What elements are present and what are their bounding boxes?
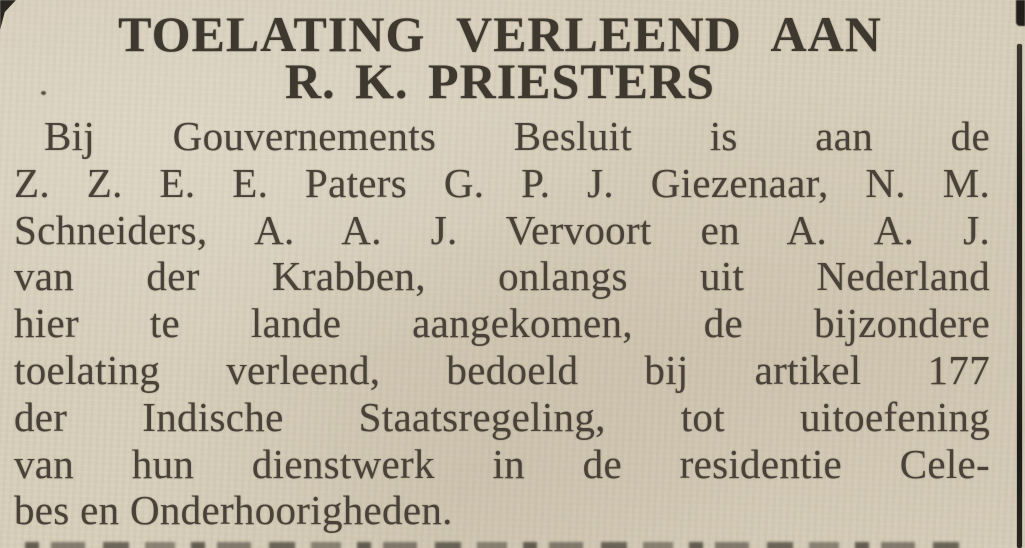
- article-heading: [0, 6, 1000, 109]
- article-body-line: van der Krabben, onlangs uit Nederland: [14, 253, 990, 300]
- article-body-line: hier te lande aangekomen, de bijzondere: [14, 300, 990, 347]
- article-heading-line1: TOELATING VERLEEND AAN: [118, 6, 882, 62]
- article-body: [14, 113, 990, 534]
- article-body-line: der Indische Staatsregeling, tot uitoefening: [14, 393, 990, 440]
- article-body-line: toelating verleend, bedoeld bij artikel 177: [14, 346, 990, 393]
- column-divider-rule: [1017, 44, 1022, 548]
- cropped-text-remnant: [25, 542, 967, 548]
- article-body-line: Z. Z. E. E. Paters G. P. J. Giezenaar, N. M.: [14, 159, 990, 206]
- article-body-line: Bij Gouvernements Besluit is aan de: [44, 113, 990, 159]
- article-body-line: van hun dienstwerk in de residentie Cele-: [14, 440, 990, 487]
- article-body-line: bes en Onderhoorigheden.: [14, 487, 453, 534]
- article-heading-line2: R. K. PRIESTERS: [285, 53, 715, 109]
- article-body-line: Schneiders, A. A. J. Vervoort en A. A. J.: [14, 206, 990, 253]
- scan-artifact-top-right: [1016, 0, 1025, 26]
